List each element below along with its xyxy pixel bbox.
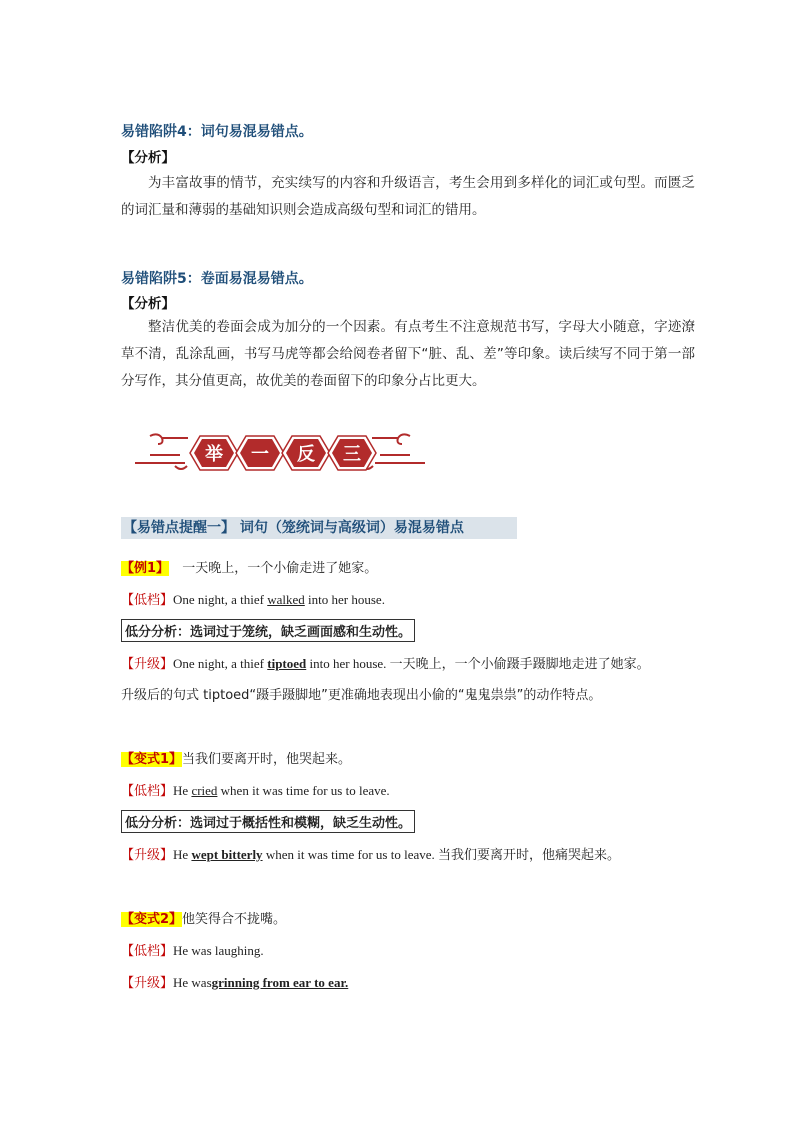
variant1-low-post: when it was time for us to leave. <box>217 783 390 798</box>
variant1-analysis-box: 低分分析：选词过于概括性和模糊，缺乏生动性。 <box>121 810 415 833</box>
trap4-analysis-label: 【分析】 <box>121 150 175 166</box>
banner-scroll-left <box>135 434 188 469</box>
example1-low-pre: One night, a thief <box>173 592 268 607</box>
trap5-analysis-label: 【分析】 <box>121 296 175 312</box>
example1-low-row <box>121 589 385 608</box>
variant1-up-post: when it was time for us to leave. 当我们要离开时，他痛哭起来。 <box>262 847 621 862</box>
variant1-row <box>121 748 351 767</box>
example1-analysis-box: 低分分析：选词过于笼统，缺乏画面感和生动性。 <box>121 619 415 642</box>
section-header: 【易错点提醒一】 词句（笼统词与高级词）易混易错点 <box>121 517 517 539</box>
variant2-low-text: He was laughing. <box>173 943 264 958</box>
variant1-low-row <box>121 780 390 799</box>
example1-low-post: into her house. <box>304 592 385 607</box>
banner-char-4: 三 <box>343 444 361 465</box>
variant2-chinese: 他笑得合不拢嘴。 <box>182 912 287 927</box>
variant2-low-row <box>121 940 264 959</box>
variant1-up-row <box>121 844 620 863</box>
banner-char-1: 举 <box>205 444 223 465</box>
variant1-low-word: cried <box>191 783 218 798</box>
variant1-up-pre: He <box>173 847 192 862</box>
banner-char-3: 反 <box>297 444 315 465</box>
variant1-up-word: wept bitterly <box>191 847 263 862</box>
example1-up-word: tiptoed <box>267 656 307 671</box>
variant2-up-pre: He was <box>173 975 212 990</box>
trap5-title: 易错陷阱5：卷面易混易错点。 <box>121 271 313 287</box>
banner-char-2: 一 <box>251 444 269 465</box>
trap4-analysis-text: 为丰富故事的情节，充实续写的内容和升级语言，考生会用到多样化的词汇或句型。而匮乏的词汇量和薄弱的基础知识则会造成高级句型和词汇的错用。 <box>121 175 695 218</box>
variant2-up-label: 【升级】 <box>121 976 174 991</box>
example1-analysis-row <box>121 619 415 642</box>
variant2-low-label: 【低档】 <box>121 944 174 959</box>
variant2-label: 【变式2】 <box>121 912 183 927</box>
example1-up-label: 【升级】 <box>121 657 174 672</box>
example1-low-word: walked <box>267 592 305 607</box>
variant1-analysis-row <box>121 810 415 833</box>
example1-label: 【例1】 <box>121 561 170 576</box>
variant1-label: 【变式1】 <box>121 752 183 767</box>
example1-chinese: 一天晚上，一个小偷走进了她家。 <box>182 561 378 576</box>
example1-low-label: 【低档】 <box>121 593 174 608</box>
variant2-row <box>121 908 286 927</box>
variant1-chinese: 当我们要离开时，他哭起来。 <box>182 752 352 767</box>
example1-up-post: into her house. 一天晚上，一个小偷蹑手蹑脚地走进了她家。 <box>306 656 650 671</box>
variant1-up-label: 【升级】 <box>121 848 174 863</box>
trap4-title: 易错陷阱4：词句易混易错点。 <box>121 124 313 140</box>
banner-decoration <box>130 428 430 478</box>
variant1-low-label: 【低档】 <box>121 784 174 799</box>
example1-up-row <box>121 653 650 672</box>
trap5-analysis-text: 整洁优美的卷面会成为加分的一个因素。有点考生不注意规范书写，字母大小随意，字迹潦草不清，乱涂乱画，书写马虎等都会给阅卷者留下“脏、乱、差”等印象。读后续写不同于第一部分写作，其分值更高，故优美的卷面留下的印象分占比更大。 <box>121 319 695 389</box>
example1-note: 升级后的句式 tiptoed“蹑手蹑脚地”更准确地表现出小偷的“鬼鬼祟祟”的动作特点。 <box>121 688 602 703</box>
example1-row <box>121 557 377 576</box>
variant1-low-pre: He <box>173 783 192 798</box>
variant2-up-word: grinning from ear to ear. <box>211 975 349 990</box>
variant2-up-row <box>121 972 348 991</box>
example1-up-pre: One night, a thief <box>173 656 268 671</box>
